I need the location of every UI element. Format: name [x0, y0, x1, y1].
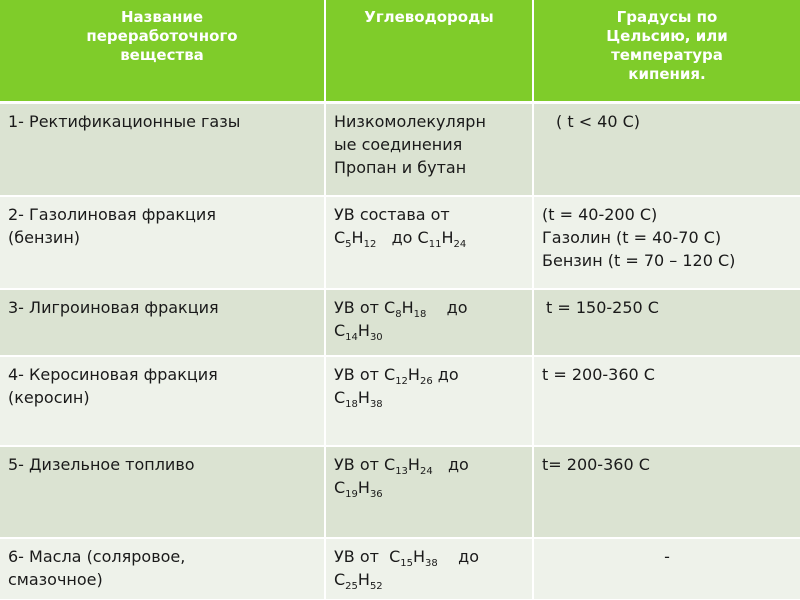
cell-text: (t = 40-200 С): [542, 205, 658, 224]
formula-symbol: H: [401, 298, 414, 317]
formula-subscript: 38: [369, 399, 383, 410]
header-line: вещества: [120, 46, 204, 64]
cell-hydrocarbons: [325, 538, 533, 600]
cell-text: t = 200-360 С: [542, 365, 655, 384]
formula-subscript: 26: [419, 376, 433, 387]
header-line: Градусы по: [616, 8, 718, 26]
cell-text: (керосин): [8, 388, 90, 407]
formula-line: [334, 545, 524, 568]
formula-symbol: H: [357, 388, 370, 407]
header-substance-name: [0, 0, 325, 102]
table-row: [0, 356, 800, 446]
formula-symbol: C: [384, 455, 396, 474]
header-line: кипения.: [628, 65, 706, 83]
cell-temperature: [533, 196, 800, 289]
cell-text: Пропан и бутан: [334, 157, 467, 177]
formula-subscript: 24: [419, 466, 433, 477]
table-header-row: [0, 0, 800, 102]
formula-subscript: 14: [345, 332, 358, 343]
cell-text: -: [664, 547, 670, 566]
formula-line: [334, 476, 524, 499]
cell-text: УВ состава от: [334, 205, 450, 224]
table-row: [0, 446, 800, 538]
formula-subscript: 11: [428, 239, 442, 250]
header-line: температура: [611, 46, 723, 64]
header-hydrocarbons: [325, 0, 533, 102]
header-line: переработочного: [86, 27, 238, 45]
cell-hydrocarbons: [325, 289, 533, 356]
formula-subscript: 12: [363, 239, 377, 250]
formula-subscript: 13: [395, 466, 408, 477]
formula-line: [334, 296, 524, 319]
formula-symbol: C: [334, 388, 346, 407]
formula-subscript: 18: [345, 399, 358, 410]
cell-name: [0, 289, 325, 356]
formula-line: [334, 386, 524, 409]
formula-symbol: H: [351, 228, 364, 247]
cell-text: 1- Ректификационные газы: [8, 111, 241, 131]
cell-name: [0, 102, 325, 196]
formula-prefix: УВ от: [334, 365, 379, 384]
table-row: [0, 289, 800, 356]
formula-prefix: УВ от: [334, 547, 385, 566]
formula-symbol: H: [413, 547, 426, 566]
cell-name: [0, 538, 325, 600]
formula-subscript: 8: [395, 309, 402, 320]
formula-subscript: 12: [395, 376, 408, 387]
formula-line: [334, 453, 524, 476]
formula-symbol: C: [389, 547, 401, 566]
cell-text: смазочное): [8, 570, 103, 589]
formula-line: [334, 363, 524, 386]
cell-text: ые соединения: [334, 134, 463, 154]
formula-line: [334, 226, 524, 249]
cell-text: Низкомолекулярн: [334, 111, 486, 131]
table-row: [0, 196, 800, 289]
formula-connector: до: [391, 228, 413, 247]
header-line: Цельсию, или: [606, 27, 728, 45]
formula-prefix: УВ от: [334, 298, 379, 317]
formula-subscript: 52: [369, 581, 383, 592]
cell-temperature: [533, 446, 800, 538]
formula-subscript: 36: [369, 489, 383, 500]
formula-prefix: УВ от: [334, 455, 379, 474]
cell-hydrocarbons: [325, 356, 533, 446]
formula-subscript: 24: [453, 239, 467, 250]
cell-temperature: [533, 356, 800, 446]
formula-symbol: H: [357, 570, 370, 589]
cell-text: 6- Масла (соляровое,: [8, 547, 186, 566]
cell-text: ( t < 40 С): [556, 111, 641, 131]
cell-text: 4- Керосиновая фракция: [8, 365, 218, 384]
cell-temperature: [533, 538, 800, 600]
formula-subscript: 30: [369, 332, 383, 343]
formula-symbol: H: [407, 365, 420, 384]
formula-connector: до: [447, 455, 469, 474]
cell-text: t = 150-250 С: [546, 298, 659, 317]
formula-subscript: 25: [345, 581, 358, 592]
formula-symbol: H: [357, 321, 370, 340]
formula-symbol: C: [384, 298, 396, 317]
formula-symbol: C: [334, 228, 346, 247]
cell-text: 3- Лигроиновая фракция: [8, 298, 219, 317]
formula-connector: до: [446, 298, 468, 317]
formula-connector: до: [458, 547, 479, 566]
formula-subscript: 19: [345, 489, 358, 500]
formula-symbol: H: [357, 478, 370, 497]
cell-text: t= 200-360 С: [542, 455, 650, 474]
formula-connector: до: [437, 365, 459, 384]
formula-subscript: 5: [345, 239, 352, 250]
cell-hydrocarbons: [325, 102, 533, 196]
cell-hydrocarbons: [325, 196, 533, 289]
formula-subscript: 38: [425, 558, 438, 569]
cell-text: 5- Дизельное топливо: [8, 455, 195, 474]
formula-symbol: H: [407, 455, 420, 474]
cell-name: [0, 446, 325, 538]
cell-text: 2- Газолиновая фракция: [8, 205, 216, 224]
formula-subscript: 18: [413, 309, 427, 320]
header-temperature: [533, 0, 800, 102]
header-line: Углеводороды: [364, 8, 494, 26]
formula-line: [334, 319, 524, 342]
formula-line: [334, 568, 524, 591]
cell-name: [0, 356, 325, 446]
formula-symbol: H: [441, 228, 454, 247]
formula-subscript: 15: [400, 558, 414, 569]
cell-text: Газолин (t = 40-70 С): [542, 228, 722, 247]
cell-text: (бензин): [8, 228, 81, 247]
formula-symbol: C: [334, 478, 346, 497]
cell-hydrocarbons: [325, 446, 533, 538]
formula-symbol: C: [384, 365, 396, 384]
cell-name: [0, 196, 325, 289]
formula-symbol: C: [334, 321, 346, 340]
table-row: [0, 538, 800, 600]
table-row: [0, 102, 800, 196]
header-line: Название: [120, 8, 204, 26]
cell-temperature: [533, 289, 800, 356]
cell-text: Бензин (t = 70 – 120 С): [542, 251, 736, 270]
formula-symbol: C: [334, 570, 346, 589]
cell-temperature: [533, 102, 800, 196]
formula-symbol: C: [417, 228, 429, 247]
